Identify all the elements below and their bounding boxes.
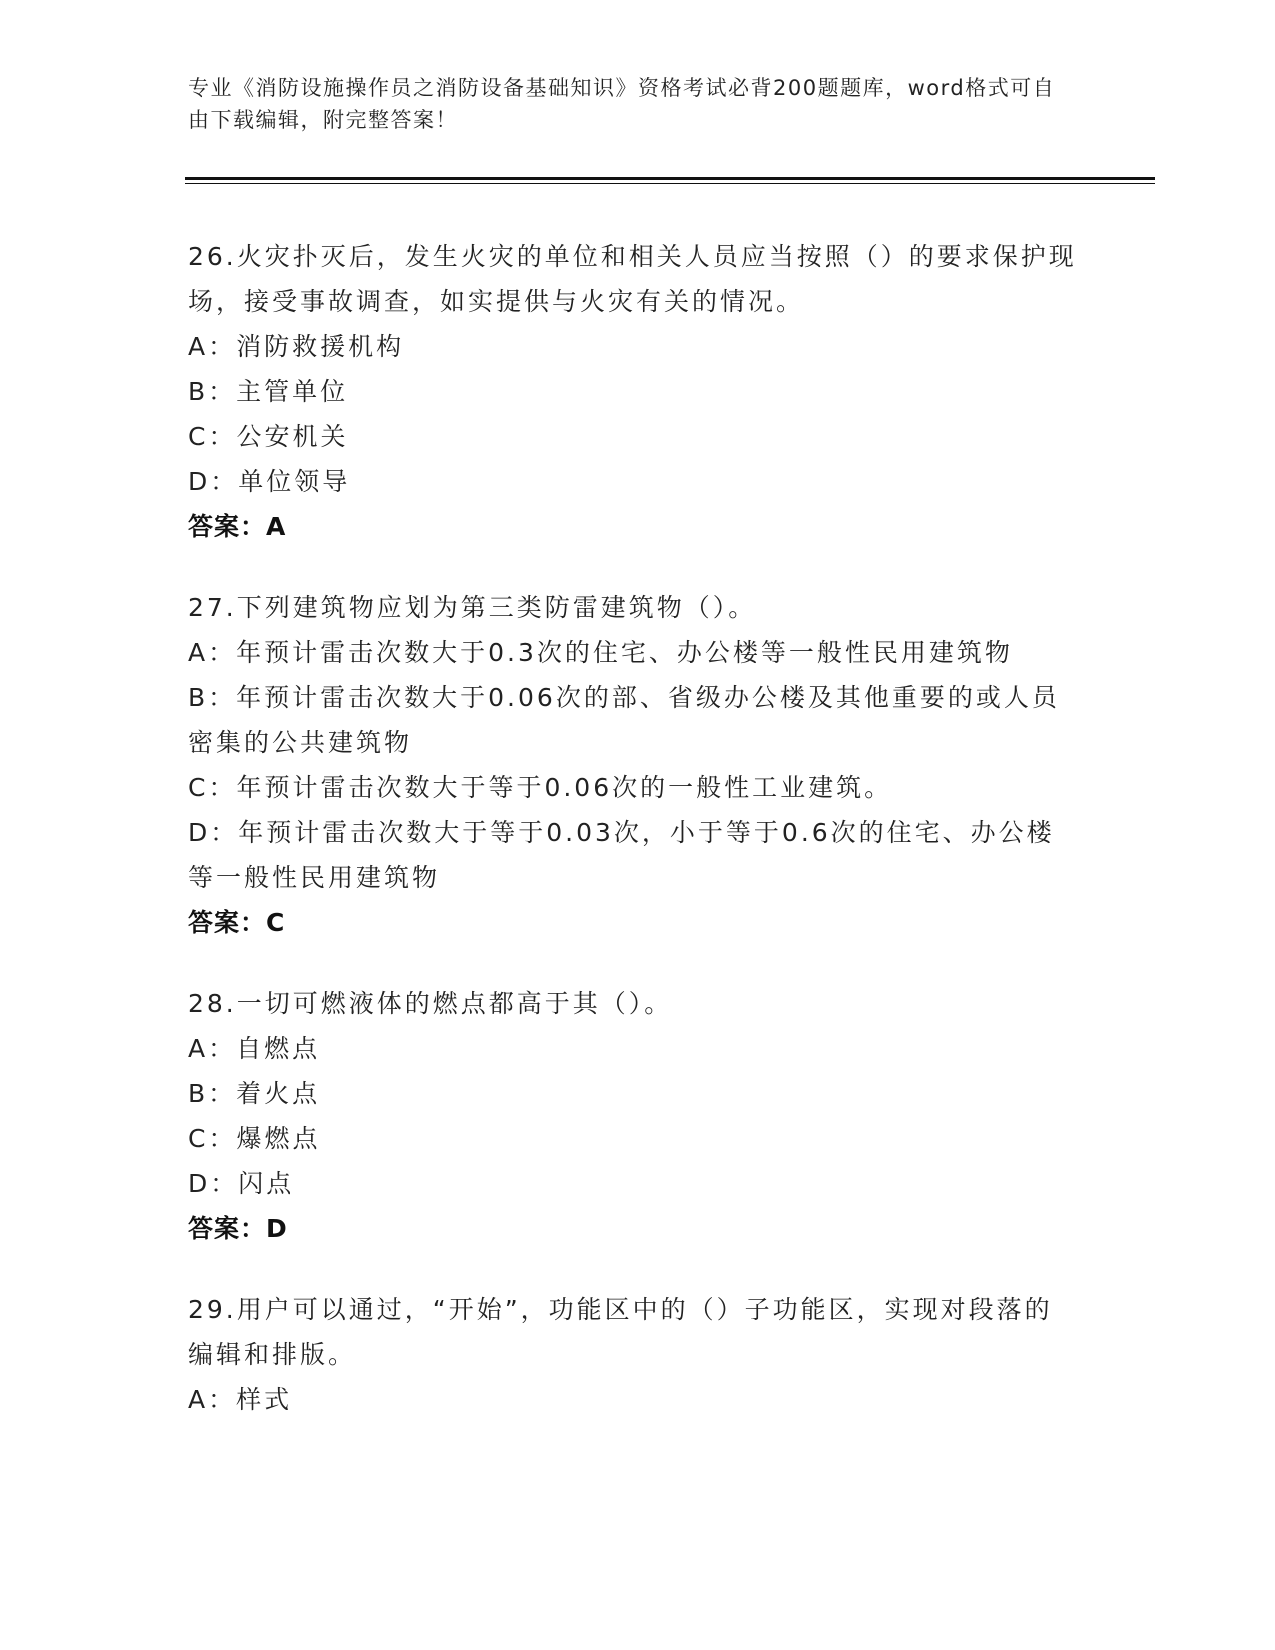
option-c: C：公安机关 [188,422,349,451]
question-stem: 27.下列建筑物应划为第三类防雷建筑物（）。 [188,593,757,622]
question-list [188,234,1078,1458]
option-b: B：年预计雷击次数大于0.06次的部、省级办公楼及其他重要的或人员密集的公共建筑物 [188,683,1060,757]
document-header: 专业《消防设施操作员之消防设备基础知识》资格考试必背200题题库，word格式可自由下载编辑，附完整答案！ [188,76,1056,132]
question-stem: 28.一切可燃液体的燃点都高于其（）。 [188,989,673,1018]
option-d: D：年预计雷击次数大于等于0.03次，小于等于0.6次的住宅、办公楼等一般性民用建筑物 [188,818,1055,892]
option-a: A：自燃点 [188,1034,321,1063]
option-a: A：消防救援机构 [188,332,405,361]
option-c: C：年预计雷击次数大于等于0.06次的一般性工业建筑。 [188,773,893,802]
answer-label: 答案：C [188,908,286,937]
question-26 [188,234,1078,549]
option-a: A：年预计雷击次数大于0.3次的住宅、办公楼等一般性民用建筑物 [188,638,1013,667]
question-27 [188,585,1078,945]
question-stem: 29.用户可以通过，“开始”，功能区中的（）子功能区，实现对段落的编辑和排版。 [188,1295,1053,1369]
option-d: D：闪点 [188,1169,295,1198]
option-b: B：着火点 [188,1079,321,1108]
option-a: A：样式 [188,1385,293,1414]
answer-label: 答案：A [188,512,287,541]
header-divider-thick [185,177,1155,180]
option-d: D：单位领导 [188,467,351,496]
question-stem: 26.火灾扑灭后，发生火灾的单位和相关人员应当按照（）的要求保护现场，接受事故调查，如实提供与火灾有关的情况。 [188,242,1077,316]
option-b: B：主管单位 [188,377,349,406]
answer-label: 答案：D [188,1214,288,1243]
question-28 [188,981,1078,1251]
option-c: C：爆燃点 [188,1124,321,1153]
header-divider-thin [185,183,1155,184]
question-29 [188,1287,1078,1422]
